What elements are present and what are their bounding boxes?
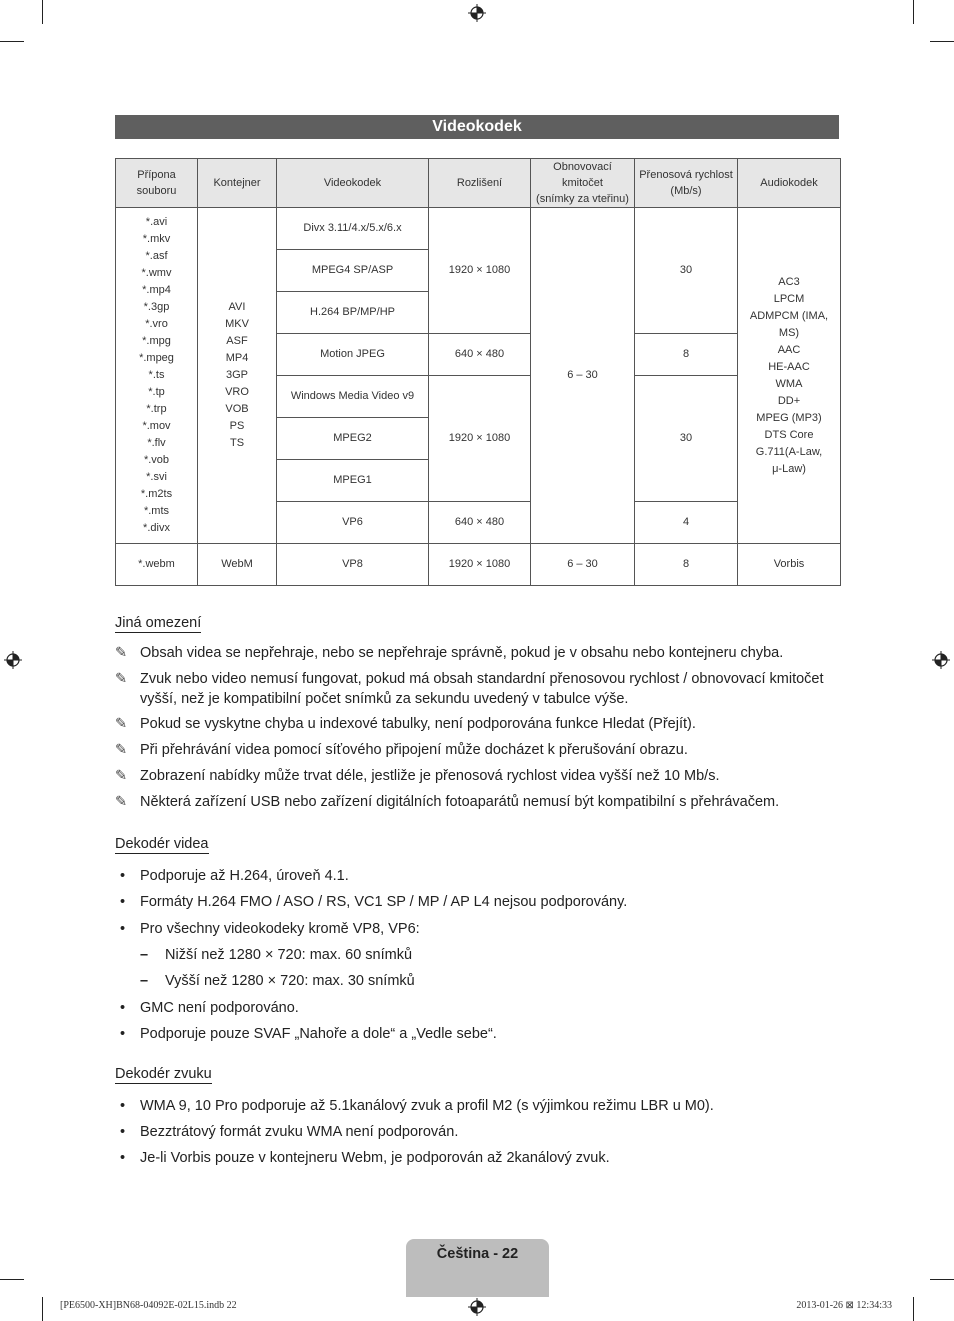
cell-codec: Windows Media Video v9 xyxy=(277,376,429,418)
header-bitrate xyxy=(635,159,738,208)
bullet-icon: • xyxy=(120,921,126,937)
registration-mark-icon xyxy=(468,4,486,22)
crop-mark xyxy=(930,41,954,42)
header-container: Kontejner xyxy=(198,159,277,208)
crop-mark xyxy=(0,41,24,42)
bullet-icon: • xyxy=(120,868,126,884)
list-line: DTS Core xyxy=(764,428,814,441)
footer-file-info: [PE6500-XH]BN68-04092E-02L15.indb 22 xyxy=(60,1300,237,1311)
cell-codec: Motion JPEG xyxy=(277,334,429,376)
cell-resolution: 1920 × 1080 xyxy=(429,208,531,334)
note-text: Obsah videa se nepřehraje, nebo se nepřehraje správně, pokud je v obsahu nebo kontejneru chyba. xyxy=(140,645,784,661)
table-row xyxy=(116,208,841,250)
list-line: *.mpeg xyxy=(139,352,174,364)
list-line: *.mts xyxy=(143,505,170,517)
bullet-item xyxy=(115,998,845,1018)
extensions-list xyxy=(118,214,195,537)
bullet-item xyxy=(115,892,845,912)
list-line: DD+ xyxy=(777,394,801,407)
list-line: *.wmv xyxy=(141,267,172,279)
list-line: *.avi xyxy=(145,216,168,228)
note-text: Při přehrávání videa pomocí síťového připojení může docházet k přerušování obrazu. xyxy=(140,742,688,758)
cell-codec: MPEG2 xyxy=(277,418,429,460)
note-icon: ✎ xyxy=(115,716,128,732)
registration-mark-icon xyxy=(468,1298,486,1316)
footer-timestamp: 2013-01-26 ⊠ 12:34:33 xyxy=(796,1300,892,1311)
dash-icon: – xyxy=(140,973,149,989)
cell-resolution: 1920 × 1080 xyxy=(429,376,531,502)
bullet-item xyxy=(115,1096,845,1116)
crop-mark xyxy=(0,1279,24,1280)
cell-bitrate: 8 xyxy=(635,544,738,586)
list-line: VOB xyxy=(225,403,249,415)
cell-audio: Vorbis xyxy=(738,544,841,586)
crop-mark xyxy=(913,1297,914,1321)
cell-audio xyxy=(738,208,841,544)
list-line: MP4 xyxy=(225,352,249,364)
bullet-text: Pro všechny videokodeky kromě VP8, VP6: xyxy=(140,921,420,937)
bullet-item xyxy=(115,866,845,886)
section-title-other-restrictions: Jiná omezení xyxy=(115,615,202,631)
header-extension xyxy=(116,159,198,208)
bullet-text: Formáty H.264 FMO / ASO / RS, VC1 SP / MP / AP L4 nejsou podporovány. xyxy=(140,894,628,910)
list-line: HE-AAC xyxy=(768,360,810,373)
note-text: Pokud se vyskytne chyba u indexové tabulky, není podporována funkce Hledat (Přejít). xyxy=(140,716,696,732)
cell-containers xyxy=(198,208,277,544)
list-line: LPCM xyxy=(773,292,805,305)
note-item xyxy=(115,643,845,663)
cell-codec: VP6 xyxy=(277,502,429,544)
crop-mark xyxy=(930,1279,954,1280)
list-line: ASF xyxy=(226,335,248,347)
sub-text: Vyšší než 1280 × 720: max. 30 snímků xyxy=(165,973,415,989)
note-text: Některá zařízení USB nebo zařízení digitálních fotoaparátů nemusí být kompatibilní s přehrávačem. xyxy=(140,794,780,810)
list-line: *.vob xyxy=(143,454,170,466)
note-item xyxy=(115,714,845,734)
list-line: *.trp xyxy=(146,403,167,415)
list-line: *.mpg xyxy=(142,335,171,347)
note-item xyxy=(115,740,845,760)
cell-codec: VP8 xyxy=(277,544,429,586)
dash-icon: – xyxy=(140,947,149,963)
list-line: Přípona xyxy=(137,169,176,181)
note-icon: ✎ xyxy=(115,794,128,810)
note-icon: ✎ xyxy=(115,742,128,758)
cell-framerate: 6 – 30 xyxy=(531,208,635,544)
list-line: (snímky za vteřinu) xyxy=(536,193,629,205)
bullet-icon: • xyxy=(120,1026,126,1042)
sub-item xyxy=(140,945,412,965)
table-row xyxy=(116,544,841,586)
header-framerate-lines xyxy=(533,159,632,207)
list-line: *.mov xyxy=(142,420,171,432)
list-line: *.asf xyxy=(145,250,168,262)
list-line: *.svi xyxy=(146,471,167,483)
cell-bitrate: 8 xyxy=(635,334,738,376)
cell-bitrate: 30 xyxy=(635,376,738,502)
bullet-text: GMC není podporováno. xyxy=(140,1000,299,1016)
list-line: G.711(A-Law, xyxy=(755,445,823,458)
bullet-icon: • xyxy=(120,1000,126,1016)
crop-mark xyxy=(42,1297,43,1321)
crop-mark xyxy=(913,0,914,24)
bullet-text: Podporuje až H.264, úroveň 4.1. xyxy=(140,868,349,884)
cell-resolution: 640 × 480 xyxy=(429,334,531,376)
bullet-item xyxy=(115,1122,845,1142)
audio-list xyxy=(740,274,838,478)
registration-mark-icon xyxy=(4,651,22,669)
list-line: *.divx xyxy=(143,522,170,534)
list-line: souboru xyxy=(136,185,177,197)
bullet-icon: • xyxy=(120,894,126,910)
note-item xyxy=(115,766,845,786)
list-line: *.mp4 xyxy=(142,284,171,296)
section-banner: Videokodek xyxy=(115,115,839,139)
list-line: *.mkv xyxy=(142,233,171,245)
list-line: WMA xyxy=(775,377,803,390)
list-line: 3GP xyxy=(225,369,248,381)
note-text: Zvuk nebo video nemusí fungovat, pokud má obsah standardní přenosovou rychlost / obnovovací kmitočet vyšší, než je kompatibilní počet snímků za sekundu uvedený v tabulce výše. xyxy=(140,671,824,707)
bullet-text: WMA 9, 10 Pro podporuje až 5.1kanálový zvuk a profil M2 (s výjimkou režimu LBR u M0). xyxy=(140,1098,714,1114)
page-number: Čeština - 22 xyxy=(436,1246,519,1262)
bullet-icon: • xyxy=(120,1098,126,1114)
bullet-text: Podporuje pouze SVAF „Nahoře a dole“ a „Vedle sebe“. xyxy=(140,1026,497,1042)
sub-item xyxy=(140,971,415,991)
bullet-item xyxy=(115,919,845,939)
header-bitrate-lines xyxy=(637,167,735,199)
list-line: AAC xyxy=(777,343,801,356)
sub-text: Nižší než 1280 × 720: max. 60 snímků xyxy=(165,947,413,963)
cell-bitrate: 30 xyxy=(635,208,738,334)
registration-mark-icon xyxy=(932,651,950,669)
list-line: VRO xyxy=(225,386,249,398)
list-line: *.3gp xyxy=(143,301,170,313)
list-line: ADMPCM (IMA, MS) xyxy=(749,309,829,339)
note-icon: ✎ xyxy=(115,671,128,687)
bullet-icon: • xyxy=(120,1150,126,1166)
list-line: AC3 xyxy=(778,275,800,288)
list-line: *.flv xyxy=(147,437,166,449)
cell-resolution: 1920 × 1080 xyxy=(429,544,531,586)
bullet-item xyxy=(115,1148,845,1168)
video-codec-table xyxy=(115,158,841,586)
cell-codec: MPEG1 xyxy=(277,460,429,502)
bullet-text: Bezztrátový formát zvuku WMA není podporován. xyxy=(140,1124,459,1140)
list-line: Obnovovací xyxy=(553,161,612,173)
bullet-text: Je-li Vorbis pouze v kontejneru Webm, je podporován až 2kanálový zvuk. xyxy=(140,1150,610,1166)
containers-list xyxy=(200,299,274,452)
list-line: Přenosová rychlost xyxy=(639,169,733,181)
note-text: Zobrazení nabídky může trvat déle, jestliže je přenosová rychlost videa vyšší než 10 Mb/s. xyxy=(140,768,720,784)
note-item xyxy=(115,792,845,812)
list-line: μ-Law) xyxy=(772,462,806,475)
list-line: *.tp xyxy=(148,386,165,398)
crop-mark xyxy=(42,0,43,24)
header-extension-lines xyxy=(118,167,195,199)
list-line: (Mb/s) xyxy=(670,185,702,197)
section-title-video-decoder: Dekodér videa xyxy=(115,836,209,852)
cell-resolution: 640 × 480 xyxy=(429,502,531,544)
cell-extensions: *.webm xyxy=(116,544,198,586)
list-line: PS xyxy=(229,420,245,432)
list-line: MKV xyxy=(225,318,249,330)
cell-containers: WebM xyxy=(198,544,277,586)
bullet-item xyxy=(115,1024,845,1044)
cell-framerate: 6 – 30 xyxy=(531,544,635,586)
note-icon: ✎ xyxy=(115,768,128,784)
list-line: *.vro xyxy=(145,318,168,330)
cell-codec: H.264 BP/MP/HP xyxy=(277,292,429,334)
header-videocodec: Videokodek xyxy=(277,159,429,208)
header-resolution: Rozlišení xyxy=(429,159,531,208)
list-line: kmitočet xyxy=(562,177,603,189)
bullet-icon: • xyxy=(120,1124,126,1140)
cell-extensions xyxy=(116,208,198,544)
cell-codec: Divx 3.11/4.x/5.x/6.x xyxy=(277,208,429,250)
list-line: *.ts xyxy=(148,369,165,381)
list-line: AVI xyxy=(228,301,246,313)
list-line: *.m2ts xyxy=(140,488,173,500)
list-line: MPEG (MP3) xyxy=(756,411,822,424)
cell-codec: MPEG4 SP/ASP xyxy=(277,250,429,292)
cell-bitrate: 4 xyxy=(635,502,738,544)
table-header-row xyxy=(116,159,841,208)
list-line: TS xyxy=(229,437,245,449)
note-item xyxy=(115,669,845,709)
header-audiocodec: Audiokodek xyxy=(738,159,841,208)
note-icon: ✎ xyxy=(115,645,128,661)
header-framerate xyxy=(531,159,635,208)
section-title-audio-decoder: Dekodér zvuku xyxy=(115,1066,212,1082)
